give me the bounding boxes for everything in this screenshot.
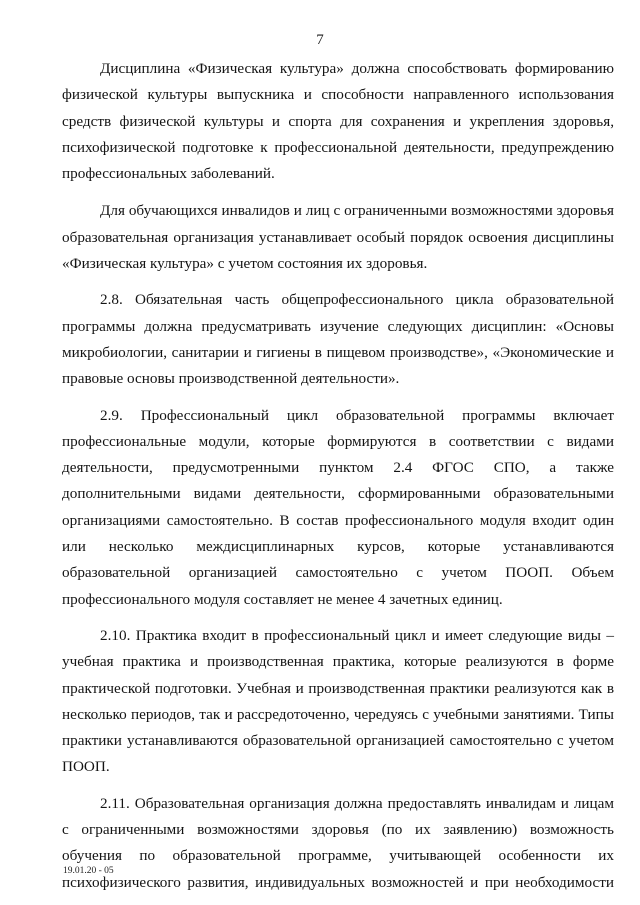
paragraph-disabled-students: Для обучающихся инвалидов и лиц с ограниченными возможностями здоровья образовательная организация устанавливает особый порядок освоения дисциплины «Физическая культура» с учетом состояния их здоровья. (62, 202, 614, 273)
document-body (62, 56, 614, 896)
paragraph-2-10: 2.10. Практика входит в профессиональный цикл и имеет следующие виды – учебная практика и производственная практика, которые реализуются в форме практической подготовки. Учебная и производственная практики реализуются как в несколько периодов, так и рассредоточенно, чередуясь с учебными занятиями. Типы практики устанавливаются образовательной организацией самостоятельно с учетом ПООП. (62, 626, 614, 776)
paragraph-2-9: 2.9. Профессиональный цикл образовательной программы включает профессиональные модули, которые формируются в соответствии с видами деятельности, предусмотренными пунктом 2.4 ФГОС СПО, а также дополнительными видами деятельности, сформированными образовательными организациями самостоятельно. В состав профессионального модуля входит один или несколько междисциплинарных курсов, которые устанавливаются образовательной организацией самостоятельно с учетом ПООП. Объем профессионального модуля составляет не менее 4 зачетных единиц. (62, 406, 614, 608)
document-code: 19.01.20 - 05 (63, 866, 114, 876)
page-number: 7 (316, 32, 324, 48)
paragraph-2-11: 2.11. Образовательная организация должна предоставлять инвалидам и лицам с ограниченными возможностями здоровья (по их заявлению) возможность обучения по образовательной программе, учитывающей особенности их психофизического развития, индивидуальных возможностей и при необходимости (62, 794, 614, 891)
paragraph-2-8: 2.8. Обязательная часть общепрофессионального цикла образовательной программы должна предусматривать изучение следующих дисциплин: «Основы микробиологии, санитарии и гигиены в пищевом производстве», «Экономические и правовые основы производственной деятельности». (62, 291, 614, 388)
paragraph-physical-culture: Дисциплина «Физическая культура» должна способствовать формированию физической культуры выпускника и способности направленного использования средств физической культуры и спорта для сохранения и укрепления здоровья, психофизической подготовке к профессиональной деятельности, предупреждению профессиональных заболеваний. (62, 60, 614, 183)
